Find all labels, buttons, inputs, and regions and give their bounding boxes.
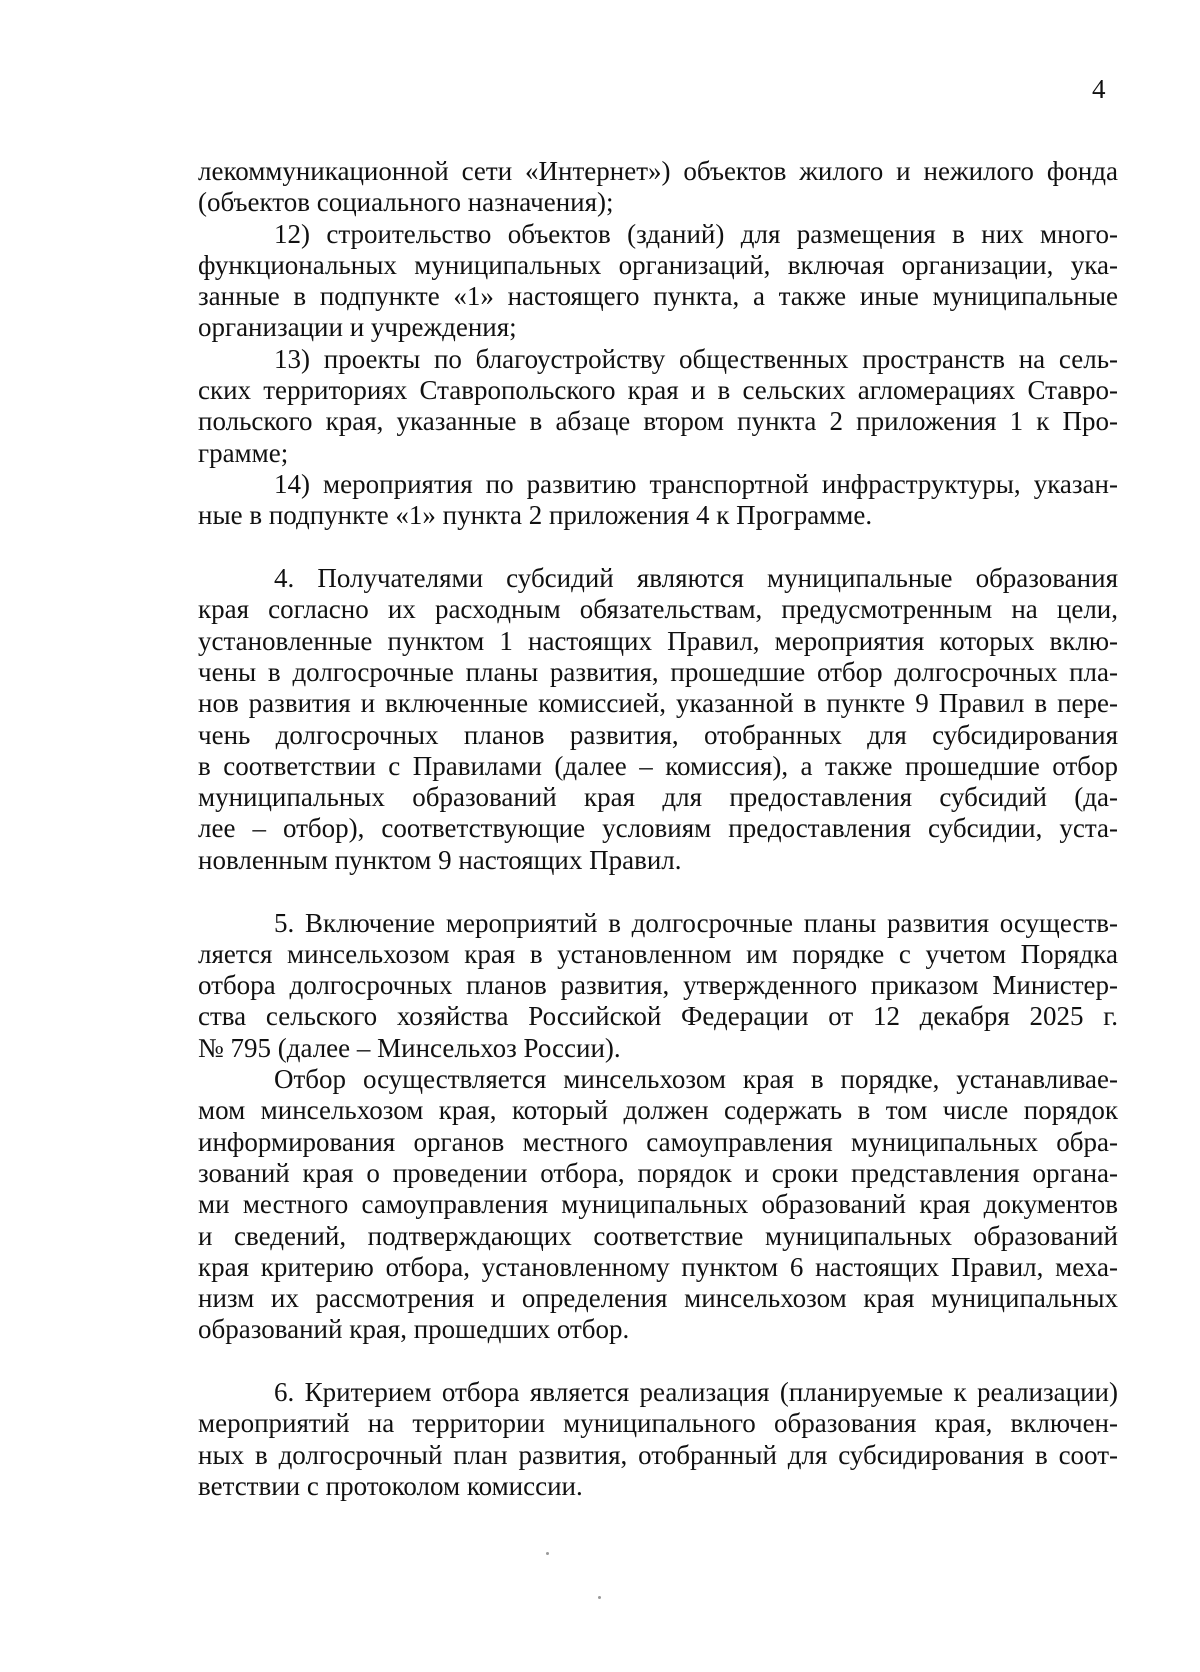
text-line: лее – отбор), соответствующие условиям предоставления субсидии, уста-	[198, 813, 1118, 844]
text-line: организации и учреждения;	[198, 312, 517, 343]
list-item-14-first-line: 14) мероприятия по развитию транспортной инфраструктуры, указан-	[274, 468, 1118, 499]
scan-speck	[598, 1596, 601, 1599]
text-line: лекоммуникационной сети «Интернет») объектов жилого и нежилого фонда	[198, 156, 1118, 186]
text-line: образований края, прошедших отбор.	[198, 1314, 630, 1345]
document-body	[198, 156, 1118, 1502]
text-line: мом минсельхозом края, который должен содержать в том числе порядок	[198, 1095, 1118, 1126]
paragraph-gap	[198, 876, 1118, 908]
text-line: ства сельского хозяйства Российской Федерации от 12 декабря 2025 г.	[198, 1001, 1118, 1032]
text-line: чень долгосрочных планов развития, отобранных для субсидирования	[198, 719, 1118, 750]
paragraph-gap	[198, 1346, 1118, 1378]
text-line: нов развития и включенные комиссией, указанной в пункте 9 Правил в пере-	[198, 688, 1118, 719]
text-line: грамме;	[198, 437, 289, 468]
text-line: мероприятий на территории муниципального образования края, включен-	[198, 1408, 1118, 1439]
text-line: установленные пунктом 1 настоящих Правил, мероприятия которых вклю-	[198, 625, 1118, 656]
text-line: чены в долгосрочные планы развития, прошедшие отбор долгосрочных пла-	[198, 656, 1118, 687]
paragraph-4-first-line: 4. Получателями субсидий являются муниципальные образования	[274, 563, 1118, 594]
paragraph-gap	[198, 532, 1118, 564]
text-line: ные в подпункте «1» пункта 2 приложения 4 к Программе.	[198, 500, 873, 531]
paragraph-5b-first-line: Отбор осуществляется минсельхозом края в порядке, устанавливае-	[274, 1064, 1118, 1095]
text-line: польского края, указанные в абзаце втором пункта 2 приложения 1 к Про-	[198, 406, 1118, 437]
text-line: ми местного самоуправления муниципальных образований края документов	[198, 1189, 1118, 1220]
text-line: ных в долгосрочный план развития, отобранный для субсидирования в соот-	[198, 1439, 1118, 1470]
text-line: занные в подпункте «1» настоящего пункта, а также иные муниципальные	[198, 281, 1118, 312]
text-line: ских территориях Ставропольского края и в сельских агломерациях Ставро-	[198, 375, 1118, 406]
text-line: отбора долгосрочных планов развития, утвержденного приказом Министер-	[198, 970, 1118, 1001]
paragraph-6-first-line: 6. Критерием отбора является реализация (планируемые к реализации)	[274, 1377, 1118, 1408]
text-line: зований края о проведении отбора, порядок и сроки представления органа-	[198, 1157, 1118, 1188]
page-number: 4	[1092, 74, 1106, 104]
text-line: края согласно их расходным обязательствам, предусмотренным на цели,	[198, 594, 1118, 625]
text-line: в соответствии с Правилами (далее – комиссия), а также прошедшие отбор	[198, 750, 1118, 781]
scan-speck	[546, 1552, 549, 1555]
text-line: низм их рассмотрения и определения минсельхозом края муниципальных	[198, 1283, 1118, 1314]
text-line: информирования органов местного самоуправления муниципальных обра-	[198, 1126, 1118, 1157]
text-line: функциональных муниципальных организаций, включая организации, ука-	[198, 249, 1118, 280]
text-line: новленным пунктом 9 настоящих Правил.	[198, 844, 682, 875]
list-item-13-first-line: 13) проекты по благоустройству общественных пространств на сель-	[274, 343, 1118, 374]
text-line: края критерию отбора, установленному пунктом 6 настоящих Правил, меха-	[198, 1251, 1118, 1282]
text-line: № 795 (далее – Минсельхоз России).	[198, 1032, 621, 1063]
list-item-12-first-line: 12) строительство объектов (зданий) для размещения в них много-	[274, 218, 1118, 249]
text-line: и сведений, подтверждающих соответствие муниципальных образований	[198, 1220, 1118, 1251]
text-line: ляется минсельхозом края в установленном им порядке с учетом Порядка	[198, 938, 1118, 969]
paragraph-5-first-line: 5. Включение мероприятий в долгосрочные планы развития осуществ-	[274, 907, 1118, 938]
text-line: ветствии с протоколом комиссии.	[198, 1471, 583, 1502]
text-line: муниципальных образований края для предоставления субсидий (да-	[198, 782, 1118, 813]
text-line: (объектов социального назначения);	[198, 187, 614, 218]
